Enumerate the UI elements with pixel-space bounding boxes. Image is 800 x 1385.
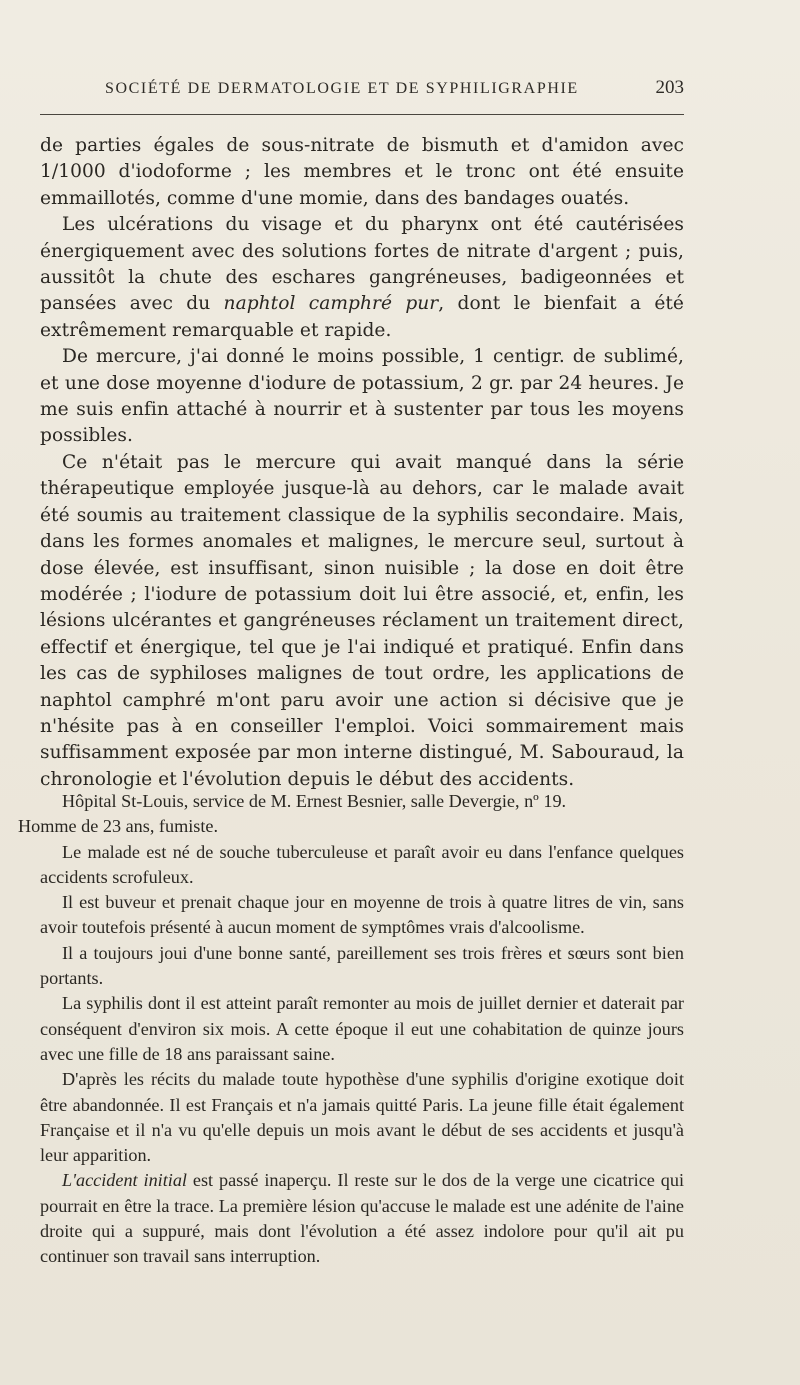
page-header	[40, 74, 684, 106]
paragraph-4: Ce n'était pas le mercure qui avait manqué dans la série thérapeutique employée jusque-là au dehors, car le malade avait été soumis au traitement classique de la syphilis secondaire. Mais, dans les formes anomales et malignes, le mercure seul, surtout à dose élevée, est insuffisant, sinon nuisible ; la dose en doit être modérée ; l'iodure de potassium doit lui être associé, et, enfin, les lésions ulcérantes et gangréneuses réclament un traitement direct, effectif et énergique, tel que je l'ai indiqué et pratiqué. Enfin dans les cas de syphiloses malignes de tout ordre, les applications de naphtol camphré m'ont paru avoir une action si décisive que je n'hésite pas à en conseiller l'emploi. Voici sommairement mais suffisamment exposée par mon interne distingué, M. Sabouraud, la chronologie et l'évolution depuis le début des accidents.	[40, 451, 684, 790]
case-paragraph-3: Il a toujours joui d'une bonne santé, pareillement ses trois frères et sœurs sont bien portants.	[40, 942, 684, 989]
running-title: SOCIÉTÉ DE DERMATOLOGIE ET DE SYPHILIGRAPHIE	[105, 80, 579, 97]
case-paragraph-6	[40, 1168, 684, 1269]
paragraph-2-end: , dont le bienfait a été extrêmement remarquable et rapide.	[40, 293, 684, 341]
case-heading-line-2: Homme de 23 ans, fumiste.	[18, 816, 219, 837]
case-paragraph-6-end: est passé inaperçu. Il reste sur le dos de la verge une cicatrice qui pourrait en être la trace. La première lésion qu'accuse le malade est une adénite de l'aine droite qui a suppuré, mais dont l'évolution a été assez indolore pour qu'il ait pu continuer son travail sans interruption.	[40, 1170, 685, 1267]
case-paragraph-1: Le malade est né de souche tuberculeuse et paraît avoir eu dans l'enfance quelques accidents scrofuleux.	[40, 841, 684, 887]
paragraph-2-italic: naphtol camphré pur	[223, 293, 439, 315]
case-paragraph-2: Il est buveur et prenait chaque jour en moyenne de trois à quatre litres de vin, sans avoir toutefois présenté à aucun moment de symptômes vrais d'alcoolisme.	[40, 892, 684, 938]
case-paragraph-4: La syphilis dont il est atteint paraît remonter au mois de juillet dernier et daterait par conséquent d'environ six mois. A cette époque il eut une cohabitation de quinze jours avec une fille de 18 ans paraissant saine.	[40, 993, 684, 1064]
case-heading-line-1: Hôpital St-Louis, service de M. Ernest Besnier, salle Devergie, nº 19.	[62, 791, 567, 811]
case-heading	[18, 789, 684, 840]
page-number: 203	[655, 77, 684, 98]
case-paragraph-5: D'après les récits du malade toute hypothèse d'une syphilis d'origine exotique doit être abandonnée. Il est Français et n'a jamais quitté Paris. La jeune fille était également Française et il n'a vu qu'elle depuis un mois avant le début de ses accidents et jusqu'à leur apparition.	[40, 1069, 684, 1166]
paragraph-2-start: Les ulcérations du visage et du pharynx ont été cautérisées énergiquement avec des solutions fortes de nitrate d'argent ; puis, aussitôt la chute des eschares gangréneuses, badigeonnées et pansées avec du	[40, 214, 684, 315]
main-text	[40, 133, 684, 793]
paragraph-1: de parties égales de sous-nitrate de bismuth et d'amidon avec 1/1000 d'iodoforme ; les membres et le tronc ont été ensuite emmaillotés, comme d'une momie, dans des bandages ouatés.	[40, 135, 684, 209]
header-rule	[40, 114, 684, 115]
paragraph-2	[40, 212, 684, 344]
case-report	[18, 789, 685, 1270]
paragraph-3: De mercure, j'ai donné le moins possible, 1 centigr. de sublimé, et une dose moyenne d'iodure de potassium, 2 gr. par 24 heures. Je me suis enfin attaché à nourrir et à sustenter par tous les moyens possibles.	[40, 346, 684, 447]
case-paragraph-6-italic: L'accident initial	[62, 1170, 187, 1191]
